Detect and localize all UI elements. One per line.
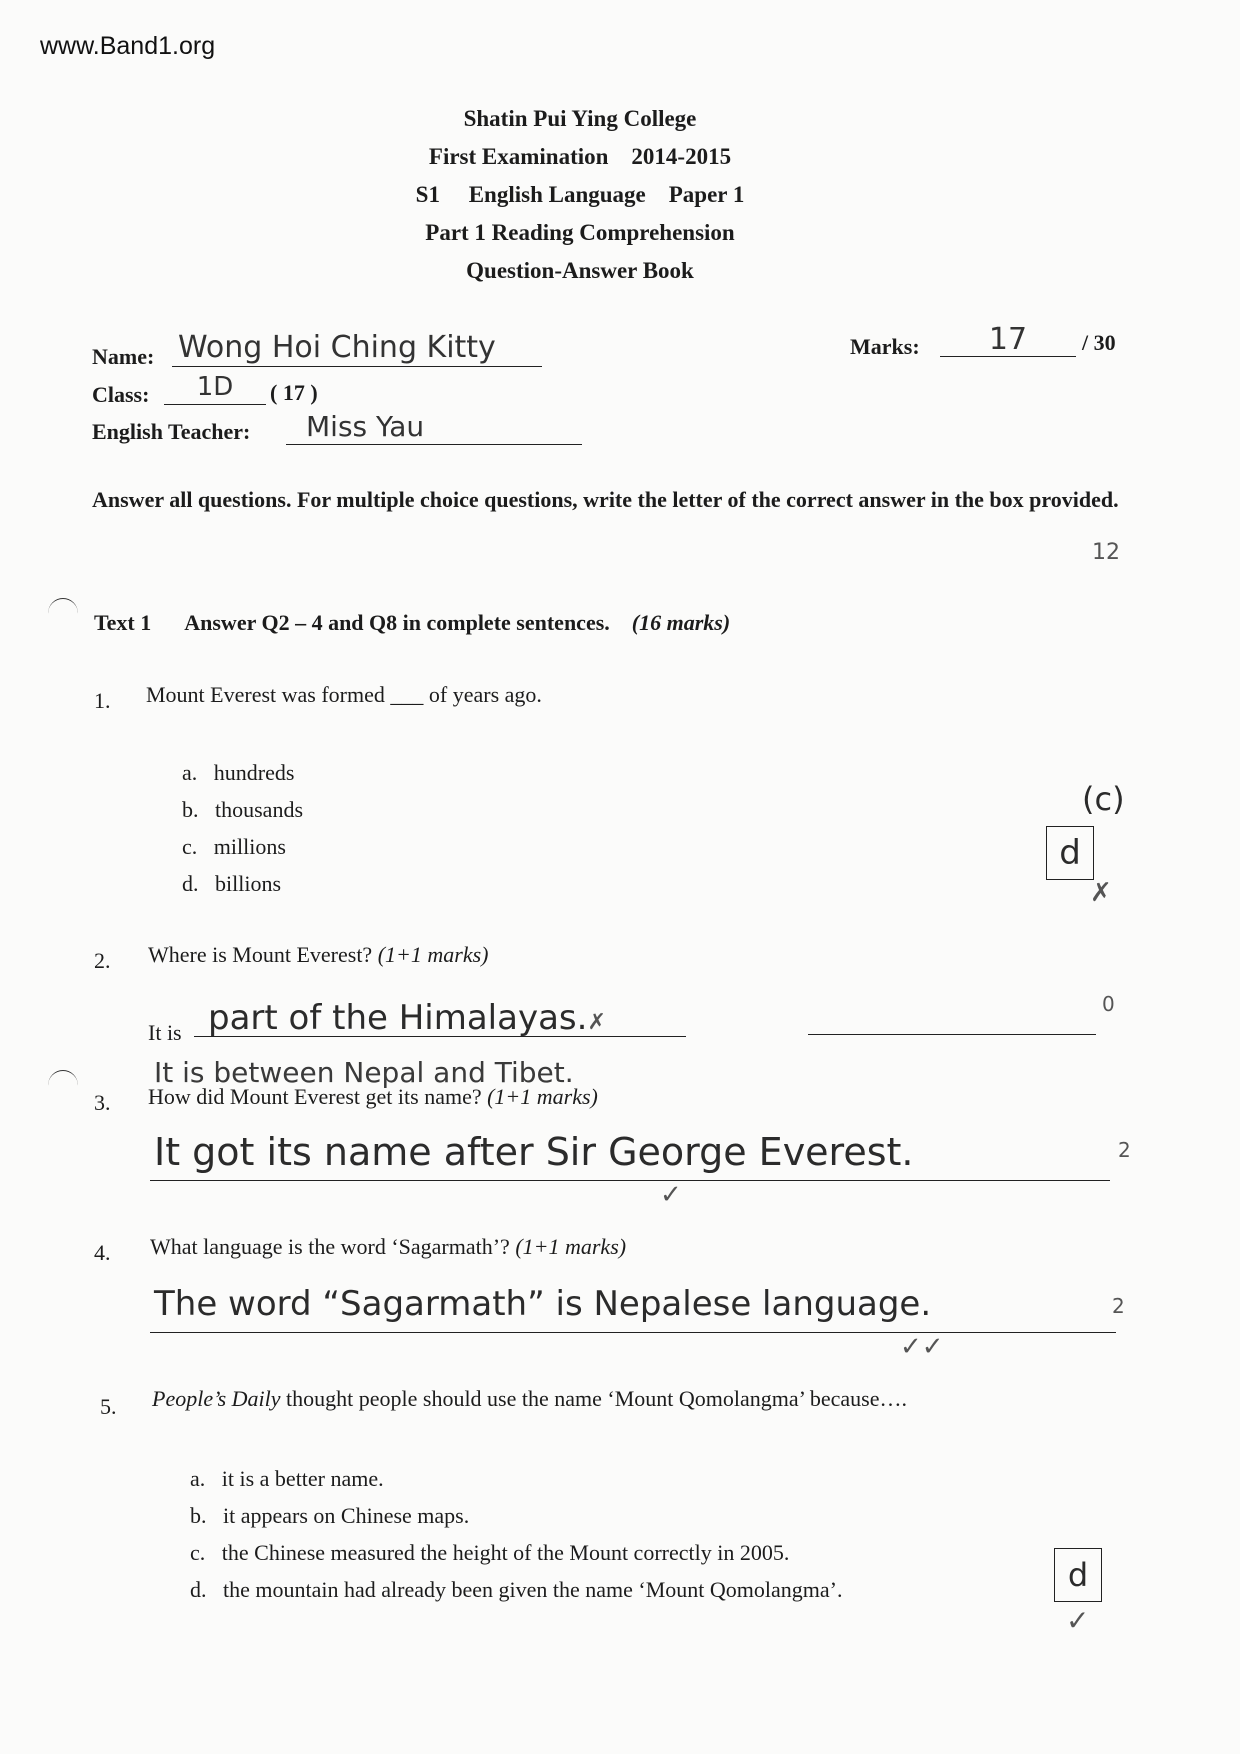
q1-option-c: c. millions <box>182 834 286 859</box>
q4-mark-ticks: ✓✓ <box>900 1332 944 1362</box>
q5-text: People’s Daily thought people should use the name ‘Mount Qomolangma’ because…. <box>152 1386 907 1411</box>
margin-score: 12 <box>1092 540 1120 565</box>
section-heading <box>94 610 730 636</box>
q4-text: What language is the word ‘Sagarmath’? (1+1 marks) <box>150 1234 627 1259</box>
marks-field <box>940 322 1076 357</box>
q1-option-d: d. billions <box>182 871 282 896</box>
q4-answer-line <box>150 1284 1116 1333</box>
q1-number: 1. <box>94 688 111 713</box>
q1-answer: d <box>1059 833 1081 873</box>
section-title: Text 1 <box>94 610 152 635</box>
q1-option-a: a. hundreds <box>182 760 295 785</box>
q2-answer-line <box>194 998 686 1037</box>
teacher-label: English Teacher: <box>92 419 251 444</box>
q5-option-b: b. it appears on Chinese maps. <box>190 1503 470 1528</box>
class-field <box>164 372 266 405</box>
part-title: Part 1 Reading Comprehension <box>425 220 735 245</box>
q5-option-a: a. it is a better name. <box>190 1466 384 1491</box>
q5-mark-tick: ✓ <box>1066 1604 1090 1637</box>
q3-mark-tick: ✓ <box>660 1180 682 1210</box>
q5-source: People’s Daily <box>152 1386 281 1411</box>
marks-total: / 30 <box>1082 330 1116 355</box>
teacher-value: Miss Yau <box>306 410 425 443</box>
watermark-url: www.Band1.org <box>40 32 216 60</box>
book-title: Question-Answer Book <box>466 258 694 283</box>
q3-text: How did Mount Everest get its name? (1+1 marks) <box>148 1084 598 1109</box>
exam-title <box>0 144 1160 170</box>
q5-option-d: d. the mountain had already been given the name ‘Mount Qomolangma’. <box>190 1577 843 1602</box>
class-number: ( 17 ) <box>270 380 318 405</box>
q2-score: 0 <box>1102 992 1115 1016</box>
q2-answer: part of the Himalayas. <box>208 998 588 1038</box>
subject: English Language <box>468 182 646 207</box>
q2-answer-2: It is between Nepal and Tibet. <box>154 1056 574 1089</box>
q5-answer: d <box>1067 1556 1089 1594</box>
exam-year: 2014-2015 <box>631 144 732 169</box>
q3-number: 3. <box>94 1090 111 1115</box>
q1-correction: (c) <box>1082 780 1125 818</box>
margin-bracket <box>48 598 78 629</box>
q2-answer-line-2 <box>808 1026 1096 1035</box>
marks-label: Marks: <box>850 334 920 359</box>
section-marks: (16 marks) <box>631 610 731 635</box>
q1-text: Mount Everest was formed ___ of years ago. <box>146 682 542 707</box>
q2-number: 2. <box>94 948 111 973</box>
q3-answer-line <box>150 1130 1110 1181</box>
paper-line <box>0 182 1160 208</box>
exam-name: First Examination <box>428 144 609 169</box>
teacher-field <box>286 410 582 445</box>
q5-number: 5. <box>100 1394 117 1419</box>
paper: Paper 1 <box>668 182 745 207</box>
q4-number: 4. <box>94 1240 111 1265</box>
q1-answer-box <box>1046 826 1094 880</box>
q4-score: 2 <box>1112 1294 1125 1318</box>
level: S1 <box>415 182 440 207</box>
q3-answer: It got its name after Sir George Everest. <box>154 1130 914 1174</box>
instructions: Answer all questions. For multiple choice questions, write the letter of the correct answer in the box provided. <box>92 487 1119 512</box>
name-field <box>172 330 542 367</box>
q1-mark-cross: ✗ <box>1090 878 1112 908</box>
q5-option-c: c. the Chinese measured the height of the Mount correctly in 2005. <box>190 1540 790 1565</box>
q4-answer: The word “Sagarmath” is Nepalese language. <box>154 1284 932 1324</box>
class-label: Class: <box>92 382 150 407</box>
class-value: 1D <box>196 372 234 402</box>
q2-text: Where is Mount Everest? (1+1 marks) <box>148 942 489 967</box>
marks-value: 17 <box>988 322 1028 357</box>
q3-score: 2 <box>1118 1138 1131 1162</box>
margin-bracket-2 <box>48 1070 78 1101</box>
section-instruction: Answer Q2 – 4 and Q8 in complete sentences. <box>184 610 610 635</box>
school-name: Shatin Pui Ying College <box>463 106 697 131</box>
q2-inline-mark: ✗ <box>587 1010 606 1035</box>
q1-option-b: b. thousands <box>182 797 303 822</box>
name-value: Wong Hoi Ching Kitty <box>178 330 496 365</box>
name-label: Name: <box>92 344 155 369</box>
q5-answer-box <box>1054 1548 1102 1602</box>
q2-prefix: It is <box>148 1020 182 1045</box>
